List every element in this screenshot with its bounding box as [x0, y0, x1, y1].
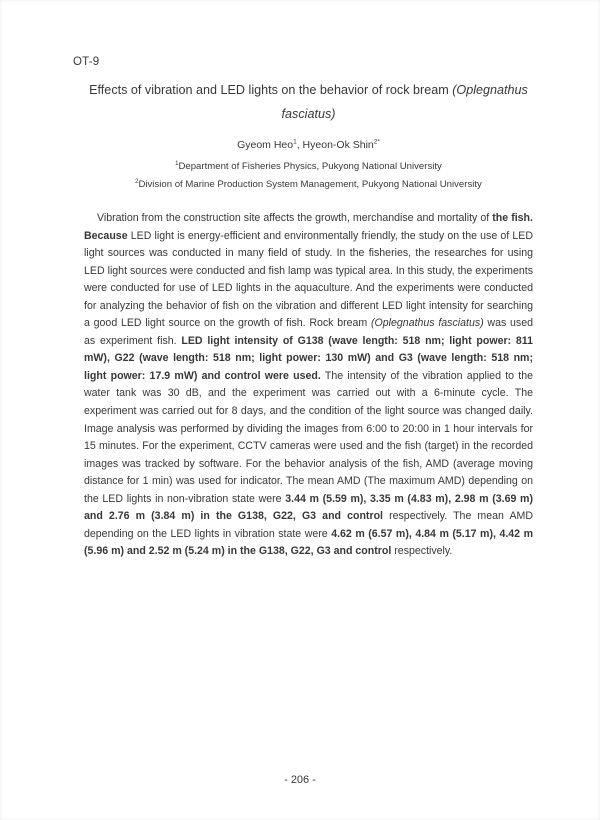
text-segment: The intensity of the vibration applied to the water tank was 30 dB, and the experiment was carried out with a 6-minute cycle. The experiment was carried out for 8 days, and the condition of the light source was changed daily. Image analysis was performed by dividing the images from 6:00 to 20:00 in 1 hour intervals for 15 minutes. For the experiment, CCTV cameras were used and the fish (target) in the recorded images was tracked by software. For the behavior analysis of the fish, AMD (average moving distance for 1 min) was used for indicator. The mean AMD (The maximum AMD) depending on the LED lights in non-vibration state were — [84, 369, 534, 505]
affiliation-line-1 — [84, 158, 533, 176]
page-content — [84, 0, 533, 561]
text-segment: Division of Marine Production System Management, Pukyong National University — [138, 179, 482, 190]
text-segment: Vibration from the construction site affects the growth, merchandise and mortality of — [97, 212, 493, 224]
paper-title — [84, 78, 533, 126]
page-number: - 206 - — [284, 774, 316, 786]
paper-code: OT-9 — [73, 56, 100, 68]
text-segment: 2 — [135, 178, 139, 185]
text-segment: Gyeom Heo — [237, 139, 294, 151]
text-segment: (Oplegnathus fasciatus) — [371, 317, 484, 330]
text-segment: respectively. — [391, 545, 453, 558]
text-segment: was used as experiment fish. — [84, 317, 533, 347]
text-segment: 4.62 m (6.57 m), 4.84 m (5.17 m), 4.42 m (5.96 m) and 2.52 m (5.24 m) in the G138, G22, G3 and control — [84, 527, 533, 558]
text-segment: respectively. The mean AMD depending on the LED lights in vibration state were — [84, 510, 533, 540]
text-segment: Effects of vibration and LED lights on the behavior of rock bream — [89, 83, 453, 97]
text-segment: 1 — [175, 160, 179, 167]
text-segment: 3.44 m (5.59 m), 3.35 m (4.83 m), 2.98 m (3.69 m) and 2.76 m (3.84 m) in the G138, G22, G3 and control — [84, 492, 533, 523]
abstract-paragraph — [84, 210, 533, 561]
authors-line — [84, 139, 533, 152]
text-segment: LED light is energy-efficient and environmentally friendly, the study on the use of LED light sources was conducted in many field of study. In the fisheries, the researches for using LED light sources were conducted and fish lamp was typical area. In this study, the experiments were conducted for use of LED lights in the aquaculture. And the experiments were conducted for analyzing the behavior of fish on the vibration and different LED light intensity for searching a good LED light source on the growth of fish. Rock bream — [84, 229, 533, 330]
affiliations — [84, 158, 533, 194]
text-segment: (Oplegnathus fasciatus) — [281, 83, 528, 121]
text-segment: 1 — [293, 138, 297, 146]
text-segment: LED light intensity of G138 (wave length: 518 nm; light power: 811 mW), G22 (wave length: 518 nm; light power: 130 mW) and G3 (wave length: 518 nm; light power: 17.9 mW) and control were used. — [84, 334, 534, 382]
affiliation-line-2 — [84, 176, 533, 194]
text-segment: 2* — [373, 138, 380, 146]
text-segment: Department of Fisheries Physics, Pukyong National University — [178, 161, 442, 172]
text-segment: , Hyeon-Ok Shin — [296, 139, 374, 151]
text-segment: the fish. Because — [84, 212, 533, 242]
